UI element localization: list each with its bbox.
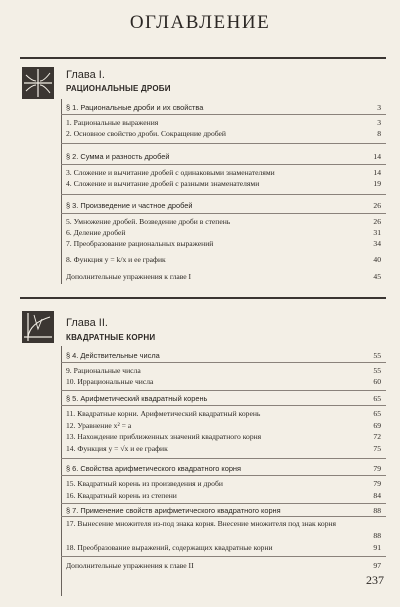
chapter-1-label: Глава I.: [66, 69, 105, 81]
section-separator: [61, 556, 386, 557]
section-separator: [61, 164, 386, 165]
section-separator: [61, 390, 386, 391]
toc-entry[interactable]: 7. Преобразование рациональных выражений 34: [66, 239, 381, 248]
chapter-2-label: Глава II.: [66, 317, 108, 329]
toc-entry[interactable]: Дополнительные упражнения к главе II 97: [66, 561, 381, 570]
chapter-2-subtitle: КВАДРАТНЫЕ КОРНИ: [66, 333, 156, 342]
toc-entry[interactable]: 12. Уравнение x² = a 69: [66, 421, 381, 430]
chapter-1-subtitle: РАЦИОНАЛЬНЫЕ ДРОБИ: [66, 84, 171, 93]
toc-entry[interactable]: 14. Функция y = √x и ее график 75: [66, 444, 381, 453]
chapter-2-guide-line: [61, 346, 62, 596]
toc-entry[interactable]: 13. Нахождение приближенных значений квадратного корня 72: [66, 432, 381, 441]
toc-entry[interactable]: 15. Квадратный корень из произведения и дроби 79: [66, 479, 381, 488]
chapter-1-guide-line: [61, 99, 62, 284]
toc-entry[interactable]: 6. Деление дробей 31: [66, 228, 381, 237]
chapter-1-emblem-icon: [22, 67, 54, 99]
toc-entry[interactable]: 1. Рациональные выражения 3: [66, 118, 381, 127]
toc-entry[interactable]: 16. Квадратный корень из степени 84: [66, 491, 381, 500]
toc-entry[interactable]: 8. Функция y = k/x и ее график 40: [66, 255, 381, 264]
toc-entry[interactable]: 10. Иррациональные числа 60: [66, 377, 381, 386]
section-separator: [61, 213, 386, 214]
section-separator: [61, 516, 386, 517]
toc-entry[interactable]: 9. Рациональные числа 55: [66, 366, 381, 375]
toc-entry[interactable]: 17. Вынесение множителя из-под знака корня. Внесение множителя под знак корня 88: [66, 519, 381, 540]
toc-entry[interactable]: § 6. Свойства арифметического квадратного корня 79: [66, 464, 381, 473]
toc-entry[interactable]: 2. Основное свойство дроби. Сокращение дробей 8: [66, 129, 381, 138]
toc-entry[interactable]: § 4. Действительные числа 55: [66, 351, 381, 360]
section-separator: [61, 143, 386, 144]
chapter-divider: [20, 297, 386, 299]
toc-entry[interactable]: 4. Сложение и вычитание дробей с разными знаменателями 19: [66, 179, 381, 188]
page-title: ОГЛАВЛЕНИЕ: [129, 12, 271, 33]
toc-entry[interactable]: Дополнительные упражнения к главе I 45: [66, 272, 381, 281]
section-separator: [61, 405, 386, 406]
chapter-divider: [20, 57, 386, 59]
toc-entry[interactable]: § 2. Сумма и разность дробей 14: [66, 152, 381, 161]
section-separator: [61, 362, 386, 363]
section-separator: [61, 475, 386, 476]
toc-entry[interactable]: 3. Сложение и вычитание дробей с одинаковыми знаменателями 14: [66, 168, 381, 177]
toc-entry[interactable]: § 1. Рациональные дроби и их свойства 3: [66, 103, 381, 112]
section-separator: [61, 503, 386, 504]
toc-entry[interactable]: § 7. Применение свойств арифметического квадратного корня 88: [66, 506, 381, 515]
toc-entry[interactable]: 5. Умножение дробей. Возведение дроби в степень 26: [66, 217, 381, 226]
page-number: 237: [366, 573, 384, 587]
toc-entry[interactable]: § 5. Арифметический квадратный корень 65: [66, 394, 381, 403]
section-separator: [61, 194, 386, 195]
toc-entry[interactable]: § 3. Произведение и частное дробей 26: [66, 201, 381, 210]
section-separator: [61, 114, 386, 115]
chapter-2-emblem-icon: [22, 311, 54, 343]
toc-entry[interactable]: 11. Квадратные корни. Арифметический квадратный корень 65: [66, 409, 381, 418]
toc-entry[interactable]: 18. Преобразование выражений, содержащих квадратные корни 91: [66, 543, 381, 552]
section-separator: [61, 458, 386, 459]
